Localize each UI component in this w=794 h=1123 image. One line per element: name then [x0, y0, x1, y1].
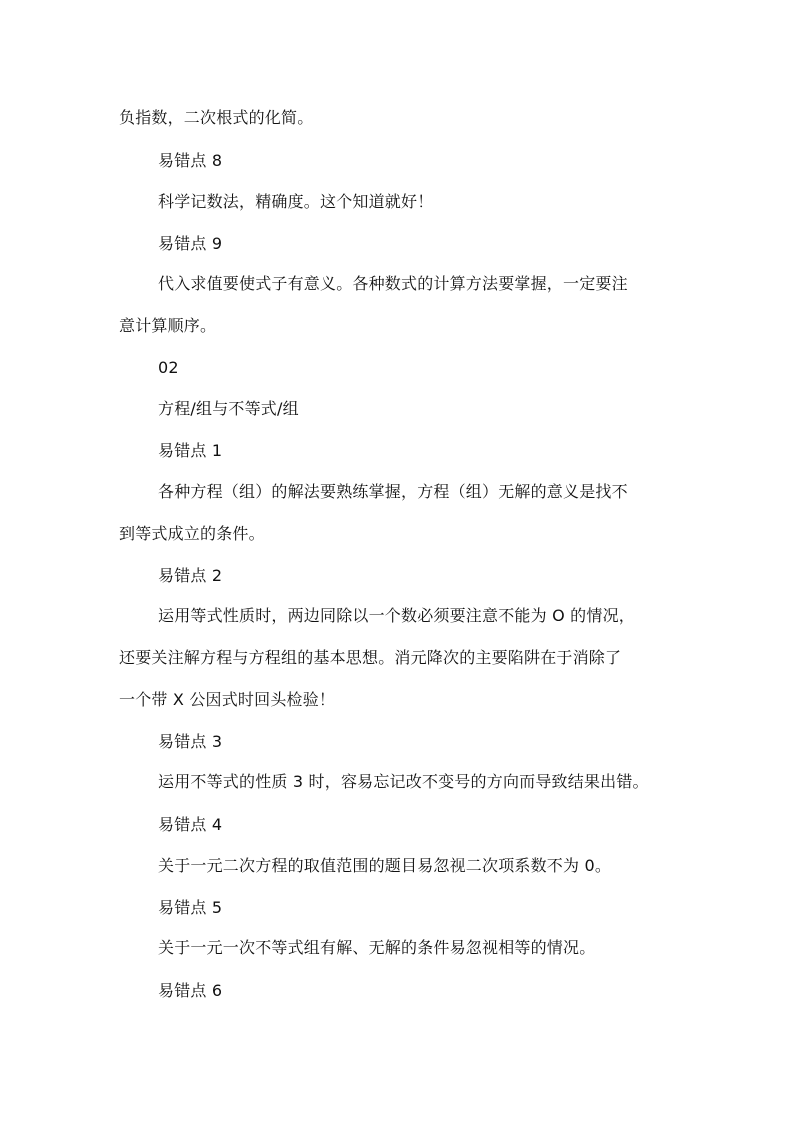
error-point-heading-8: 易错点 8: [158, 151, 223, 170]
error-point-heading-2: 易错点 2: [158, 566, 223, 585]
error-point-text-8: 科学记数法，精确度。这个知道就好！: [158, 192, 434, 211]
error-point-heading-5: 易错点 5: [158, 898, 223, 917]
section-title: 方程/组与不等式/组: [158, 399, 299, 418]
error-point-text-9-line-1: 代入求值要使式子有意义。各种数式的计算方法要掌握，一定要注: [158, 274, 628, 293]
error-point-text-3: 运用不等式的性质 3 时，容易忘记改不变号的方向而导致结果出错。: [158, 772, 649, 791]
error-point-text-2-line-2: 还要关注解方程与方程组的基本思想。消元降次的主要陷阱在于消除了: [119, 648, 622, 667]
error-point-text-2-line-3: 一个带 X 公因式时回头检验！: [119, 690, 336, 709]
error-point-heading-6: 易错点 6: [158, 981, 223, 1000]
error-point-text-5: 关于一元一次不等式组有解、无解的条件易忽视相等的情况。: [158, 938, 596, 957]
error-point-heading-4: 易错点 4: [158, 815, 223, 834]
error-point-heading-1: 易错点 1: [158, 441, 223, 460]
error-point-heading-3: 易错点 3: [158, 732, 223, 751]
error-point-text-2-line-1: 运用等式性质时，两边同除以一个数必须要注意不能为 O 的情况，: [158, 606, 635, 625]
section-number: 02: [158, 358, 179, 377]
error-point-heading-9: 易错点 9: [158, 234, 223, 253]
paragraph-continuation: 负指数，二次根式的化简。: [119, 108, 314, 127]
error-point-text-9-line-2: 意计算顺序。: [119, 316, 217, 335]
error-point-text-4: 关于一元二次方程的取值范围的题目易忽视二次项系数不为 0。: [158, 856, 612, 875]
error-point-text-1-line-1: 各种方程（组）的解法要熟练掌握，方程（组）无解的意义是找不: [158, 482, 628, 501]
error-point-text-1-line-2: 到等式成立的条件。: [119, 524, 265, 543]
